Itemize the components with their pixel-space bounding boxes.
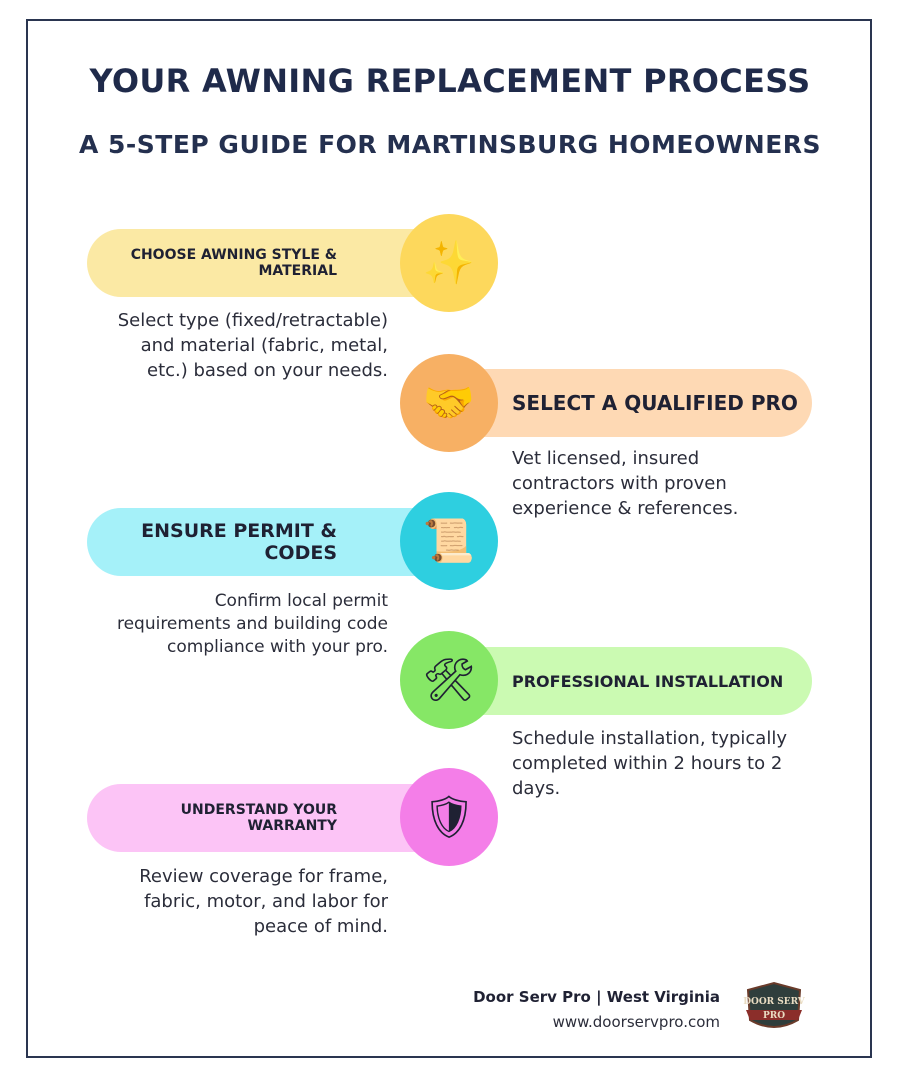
- svg-text:DOOR SERV: DOOR SERV: [743, 997, 805, 1007]
- hammer-wrench-icon: 🛠: [400, 631, 498, 729]
- footer-company: Door Serv Pro | West Virginia: [473, 988, 720, 1006]
- scroll-icon: 📜: [400, 492, 498, 590]
- step-2-description: Vet licensed, insured contractors with proven experience & references.: [512, 448, 739, 519]
- step-3-pill: [87, 508, 447, 576]
- shield-icon: 🛡: [400, 768, 498, 866]
- step-1-pill: [87, 229, 447, 297]
- footer-url[interactable]: www.doorservpro.com: [552, 1013, 720, 1031]
- handshake-icon: 🤝: [400, 354, 498, 452]
- step-3-title: ENSURE PERMIT & CODES: [141, 520, 337, 564]
- step-5-title: UNDERSTAND YOUR WARRANTY: [180, 802, 337, 834]
- page-title: YOUR AWNING REPLACEMENT PROCESS: [89, 62, 811, 100]
- step-4-title: PROFESSIONAL INSTALLATION: [512, 671, 784, 691]
- company-logo: [742, 980, 806, 1036]
- page-subtitle: A 5-STEP GUIDE FOR MARTINSBURG HOMEOWNERS: [78, 130, 822, 159]
- step-5-description: Review coverage for frame, fabric, motor, and labor for peace of mind.: [139, 866, 388, 937]
- step-1-title: CHOOSE AWNING STYLE & MATERIAL: [130, 247, 337, 279]
- sparkles-icon: ✨: [400, 214, 498, 312]
- step-5-pill: [87, 784, 447, 852]
- step-3-description: Confirm local permit requirements and building code compliance with your pro.: [116, 591, 388, 657]
- svg-text:PRO: PRO: [762, 1011, 786, 1021]
- step-2-title: SELECT A QUALIFIED PRO: [512, 391, 798, 415]
- step-1-description: Select type (fixed/retractable) and material (fabric, metal, etc.) based on your needs.: [117, 310, 388, 381]
- step-4-description: Schedule installation, typically completed within 2 hours to 2 days.: [512, 728, 787, 799]
